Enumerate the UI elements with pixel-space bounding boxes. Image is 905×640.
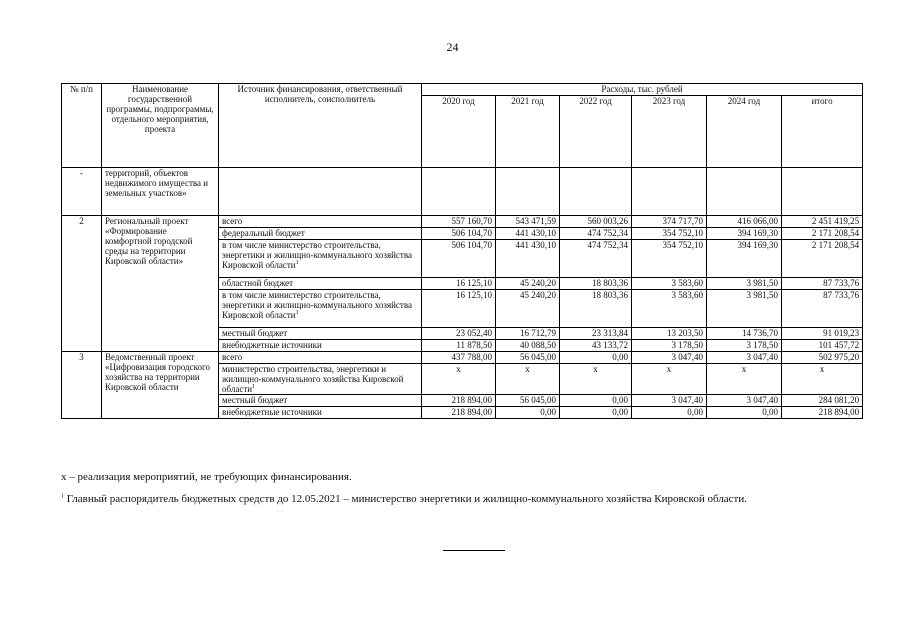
value-cell: x <box>496 364 560 395</box>
value-cell: 560 003,26 <box>560 216 632 228</box>
header-total: итого <box>782 96 863 168</box>
empty-cell <box>632 168 707 216</box>
value-cell: 45 240,20 <box>496 278 560 290</box>
project3-source <box>219 395 422 407</box>
table-body <box>62 84 863 419</box>
value-cell: 506 104,70 <box>422 240 496 278</box>
value-cell: x <box>560 364 632 395</box>
value-cell: 3 178,50 <box>707 340 782 352</box>
empty-cell <box>560 168 632 216</box>
value-cell: 2 171 208,54 <box>782 240 863 278</box>
value-cell: 3 178,50 <box>632 340 707 352</box>
source-text: местный бюджет <box>222 395 288 405</box>
project2-source <box>219 228 422 240</box>
value-cell: 284 081,20 <box>782 395 863 407</box>
project2-source <box>219 240 422 278</box>
financing-table <box>61 83 863 419</box>
footnote-1-text: Главный распорядитель бюджетных средств до 12.05.2021 – министерство энергетики и жилищно-коммунального хозяйства Кировской области. <box>66 493 747 505</box>
value-cell: 3 047,40 <box>707 395 782 407</box>
value-cell: 441 430,10 <box>496 228 560 240</box>
value-cell: 3 047,40 <box>632 352 707 364</box>
value-cell: 218 894,00 <box>422 395 496 407</box>
value-cell: 101 457,72 <box>782 340 863 352</box>
value-cell: 3 583,60 <box>632 290 707 328</box>
header-year-2020: 2020 год <box>422 96 496 168</box>
footnote-1 <box>61 493 747 505</box>
footnote-ref: 1 <box>295 260 299 266</box>
value-cell: x <box>422 364 496 395</box>
value-cell: 14 736,70 <box>707 328 782 340</box>
empty-cell <box>782 168 863 216</box>
value-cell: 3 981,50 <box>707 278 782 290</box>
value-cell: 416 066,00 <box>707 216 782 228</box>
empty-cell <box>496 168 560 216</box>
value-cell: 0,00 <box>632 407 707 419</box>
source-text: областной бюджет <box>222 278 294 288</box>
project3-source <box>219 407 422 419</box>
value-cell: 374 717,70 <box>632 216 707 228</box>
value-cell: 506 104,70 <box>422 228 496 240</box>
value-cell: 474 752,34 <box>560 240 632 278</box>
value-cell: 11 878,50 <box>422 340 496 352</box>
project2-source <box>219 290 422 328</box>
empty-cell <box>219 168 422 216</box>
value-cell: 43 133,72 <box>560 340 632 352</box>
value-cell: 3 047,40 <box>632 395 707 407</box>
value-cell: 2 451 419,25 <box>782 216 863 228</box>
source-text: всего <box>222 216 243 226</box>
footnote-1-mark: 1 <box>61 493 64 500</box>
project2-source <box>219 216 422 228</box>
footnote-ref: 1 <box>252 384 256 390</box>
value-cell: x <box>632 364 707 395</box>
source-text: в том числе министерство строительства, энергетики и жилищно-коммунального хозяйства Кировской области <box>222 240 412 270</box>
value-cell: 0,00 <box>707 407 782 419</box>
value-cell: 0,00 <box>496 407 560 419</box>
value-cell: 354 752,10 <box>632 240 707 278</box>
value-cell: 3 047,40 <box>707 352 782 364</box>
value-cell: 87 733,76 <box>782 278 863 290</box>
project2-num: 2 <box>62 216 102 352</box>
header-year-2024: 2024 год <box>707 96 782 168</box>
value-cell: 56 045,00 <box>496 352 560 364</box>
footnote-x: х – реализация мероприятий, не требующих финансирования. <box>61 471 352 483</box>
value-cell: 16 125,10 <box>422 290 496 328</box>
footnote-ref: 1 <box>295 310 299 316</box>
project3-source <box>219 364 422 395</box>
project2-source <box>219 278 422 290</box>
value-cell: 87 733,76 <box>782 290 863 328</box>
header-row <box>62 84 863 96</box>
value-cell: 218 894,00 <box>782 407 863 419</box>
empty-cell <box>707 168 782 216</box>
value-cell: 13 203,50 <box>632 328 707 340</box>
source-text: внебюджетные источники <box>222 407 322 417</box>
header-name: Наименование государственной программы, подпрограммы, отдельного мероприятия, проекта <box>102 84 219 168</box>
source-text: министерство строительства, энергетики и жилищно-коммунального хозяйства Кировской области <box>222 364 404 394</box>
value-cell: 23 313,84 <box>560 328 632 340</box>
value-cell: 0,00 <box>560 352 632 364</box>
project3-name: Ведомственный проект «Цифровизация городского хозяйства на территории Кировской области <box>102 352 219 419</box>
project3-num: 3 <box>62 352 102 419</box>
value-cell: 3 981,50 <box>707 290 782 328</box>
source-text: в том числе министерство строительства, энергетики и жилищно-коммунального хозяйства Кировской области <box>222 290 412 320</box>
header-year-2021: 2021 год <box>496 96 560 168</box>
value-cell: 394 169,30 <box>707 228 782 240</box>
continuation-row <box>62 168 863 216</box>
empty-cell <box>422 168 496 216</box>
value-cell: 91 019,23 <box>782 328 863 340</box>
source-text: федеральный бюджет <box>222 228 305 238</box>
value-cell: 3 583,60 <box>632 278 707 290</box>
source-text: всего <box>222 352 243 362</box>
project2-row <box>62 216 863 228</box>
value-cell: x <box>707 364 782 395</box>
header-year-2023: 2023 год <box>632 96 707 168</box>
value-cell: 474 752,34 <box>560 228 632 240</box>
value-cell: 557 160,70 <box>422 216 496 228</box>
continuation-name: территорий, объектов недвижимого имущества и земельных участков» <box>102 168 219 216</box>
page-number: 24 <box>446 40 459 54</box>
project3-source <box>219 352 422 364</box>
value-cell: 18 803,36 <box>560 290 632 328</box>
value-cell: 40 088,50 <box>496 340 560 352</box>
value-cell: x <box>782 364 863 395</box>
value-cell: 354 752,10 <box>632 228 707 240</box>
value-cell: 502 975,20 <box>782 352 863 364</box>
value-cell: 0,00 <box>560 395 632 407</box>
value-cell: 218 894,00 <box>422 407 496 419</box>
header-expenses: Расходы, тыс. рублей <box>422 84 863 96</box>
source-text: внебюджетные источники <box>222 340 322 350</box>
project2-source <box>219 328 422 340</box>
value-cell: 16 125,10 <box>422 278 496 290</box>
header-source: Источник финансирования, ответственный исполнитель, соисполнитель <box>219 84 422 168</box>
value-cell: 543 471,59 <box>496 216 560 228</box>
value-cell: 23 052,40 <box>422 328 496 340</box>
header-year-2022: 2022 год <box>560 96 632 168</box>
value-cell: 45 240,20 <box>496 290 560 328</box>
source-text: местный бюджет <box>222 328 288 338</box>
value-cell: 18 803,36 <box>560 278 632 290</box>
value-cell: 2 171 208,54 <box>782 228 863 240</box>
project3-row <box>62 352 863 364</box>
value-cell: 394 169,30 <box>707 240 782 278</box>
header-num: № п/п <box>62 84 102 168</box>
value-cell: 441 430,10 <box>496 240 560 278</box>
value-cell: 16 712,79 <box>496 328 560 340</box>
project2-source <box>219 340 422 352</box>
value-cell: 56 045,00 <box>496 395 560 407</box>
value-cell: 0,00 <box>560 407 632 419</box>
project2-name: Региональный проект «Формирование комфортной городской среды на территории Кировской области» <box>102 216 219 352</box>
continuation-dash: - <box>62 168 102 216</box>
separator-line <box>443 550 505 551</box>
value-cell: 437 788,00 <box>422 352 496 364</box>
